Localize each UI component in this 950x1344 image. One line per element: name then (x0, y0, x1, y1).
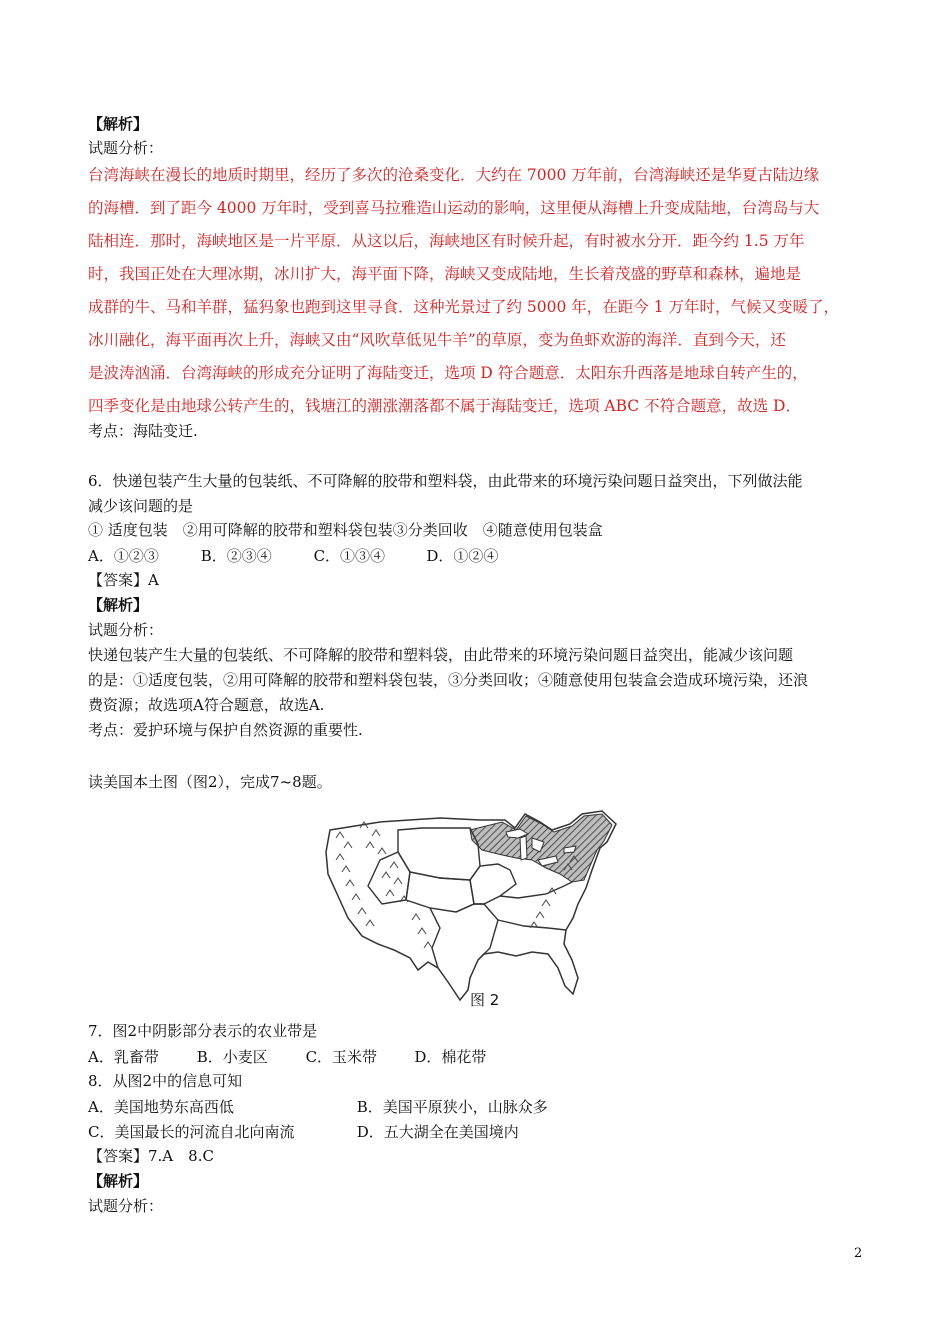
q8-options-row2 (88, 1121, 519, 1142)
q7-option-b: B．小麦区 (196, 1048, 268, 1066)
red-analysis-line: 陆相连．那时，海峡地区是一片平原．从这以后，海峡地区有时候升起，有时被水分开．距今约 1.5 万年 (88, 232, 805, 250)
great-lake (520, 836, 527, 860)
q7-stem: 7．图2中阴影部分表示的农业带是 (88, 1022, 318, 1040)
q6-option-a: A．①②③ (88, 547, 159, 565)
page-number: 2 (854, 1246, 863, 1261)
red-analysis-line: 的海槽．到了距今 4000 万年时，受到喜马拉雅造山运动的影响，这里便从海槽上升变成陆地，台湾岛与大 (88, 199, 820, 217)
q6-analysis-label: 【解析】 (88, 596, 149, 614)
q7-option-c: C．玉米带 (305, 1048, 378, 1066)
q7-option-a: A．乳畜带 (88, 1048, 159, 1066)
q6-answer: 【答案】A (88, 571, 159, 589)
red-analysis-line: 四季变化是由地球公转产生的，钱塘江的潮涨潮落都不属于海陆变迁，选项 ABC 不符合题意，故选 D． (88, 397, 801, 415)
red-analysis-line: 时，我国正处在大理冰期，冰川扩大，海平面下降，海峡又变成陆地，生长着茂盛的野草和森林，遍地是 (88, 265, 802, 283)
q8-options-row1 (88, 1096, 548, 1117)
us-map-figure (320, 808, 620, 1018)
q6-items: ① 适度包装 ②用可降解的胶带和塑料袋包装③分类回收 ④随意使用包装盒 (88, 521, 603, 539)
q8-stem: 8．从图2中的信息可知 (88, 1072, 243, 1090)
map-intro: 读美国本土图（图2），完成7~8题。 (88, 773, 332, 791)
q8-option-d: D．五大湖全在美国境内 (356, 1123, 519, 1141)
q6-kaodian: 考点：爱护环境与保护自然资源的重要性. (88, 721, 363, 739)
q8-option-b: B．美国平原狭小，山脉众多 (356, 1098, 548, 1116)
red-analysis-line: 是波涛汹涌．台湾海峡的形成充分证明了海陆变迁，选项 D 符合题意．太阳东升西落是地球自转产生的， (88, 364, 808, 382)
red-analysis-line: 成群的牛、马和羊群，猛犸象也跑到这里寻食．这种光景过了约 5000 年，在距今 1 万年时，气候又变暖了， (88, 298, 840, 316)
q6-option-d: D．①②④ (426, 547, 499, 565)
figure-caption: 图 2 (470, 991, 500, 1009)
analysis-intro: 试题分析： (88, 139, 164, 157)
q78-analysis-label: 【解析】 (88, 1172, 149, 1190)
q7-option-d: D．棉花带 (414, 1048, 487, 1066)
red-analysis-line: 台湾海峡在漫长的地质时期里，经历了多次的沧桑变化．大约在 7000 万年前，台湾海峡还是华夏古陆边缘 (88, 166, 820, 184)
analysis-label: 【解析】 (88, 115, 149, 133)
q78-answer: 【答案】7.A 8.C (88, 1147, 214, 1165)
q8-option-c: C．美国最长的河流自北向南流 (88, 1123, 295, 1141)
q6-stem-line2: 减少该问题的是 (88, 497, 194, 515)
q6-analysis-line: 快递包装产生大量的包装纸、不可降解的胶带和塑料袋，由此带来的环境污染问题日益突出，能减少该问题 (88, 646, 794, 664)
q6-option-c: C．①③④ (313, 547, 386, 565)
q6-option-b: B．②③④ (200, 547, 272, 565)
q7-options (88, 1046, 518, 1067)
q6-stem-line1: 6．快递包装产生大量的包装纸、不可降解的胶带和塑料袋，由此带来的环境污染问题日益突出，下列做法能 (88, 472, 803, 490)
q8-option-a: A．美国地势东高西低 (88, 1098, 234, 1116)
q78-analysis-intro: 试题分析： (88, 1197, 164, 1215)
q6-options (88, 545, 534, 566)
kaodian-line: 考点：海陆变迁. (88, 422, 198, 440)
q6-analysis-intro: 试题分析： (88, 621, 164, 639)
us-map-svg (320, 808, 620, 1018)
red-analysis-line: 冰川融化，海平面再次上升，海峡又由“风吹草低见牛羊”的草原，变为鱼虾欢游的海洋．直到今天，还 (88, 331, 786, 349)
q6-analysis-line: 费资源；故选项A符合题意，故选A. (88, 696, 325, 714)
q6-analysis-line: 的是：①适度包装，②用可降解的胶带和塑料袋包装，③分类回收；④随意使用包装盒会造成环境污染，还浪 (88, 671, 809, 689)
